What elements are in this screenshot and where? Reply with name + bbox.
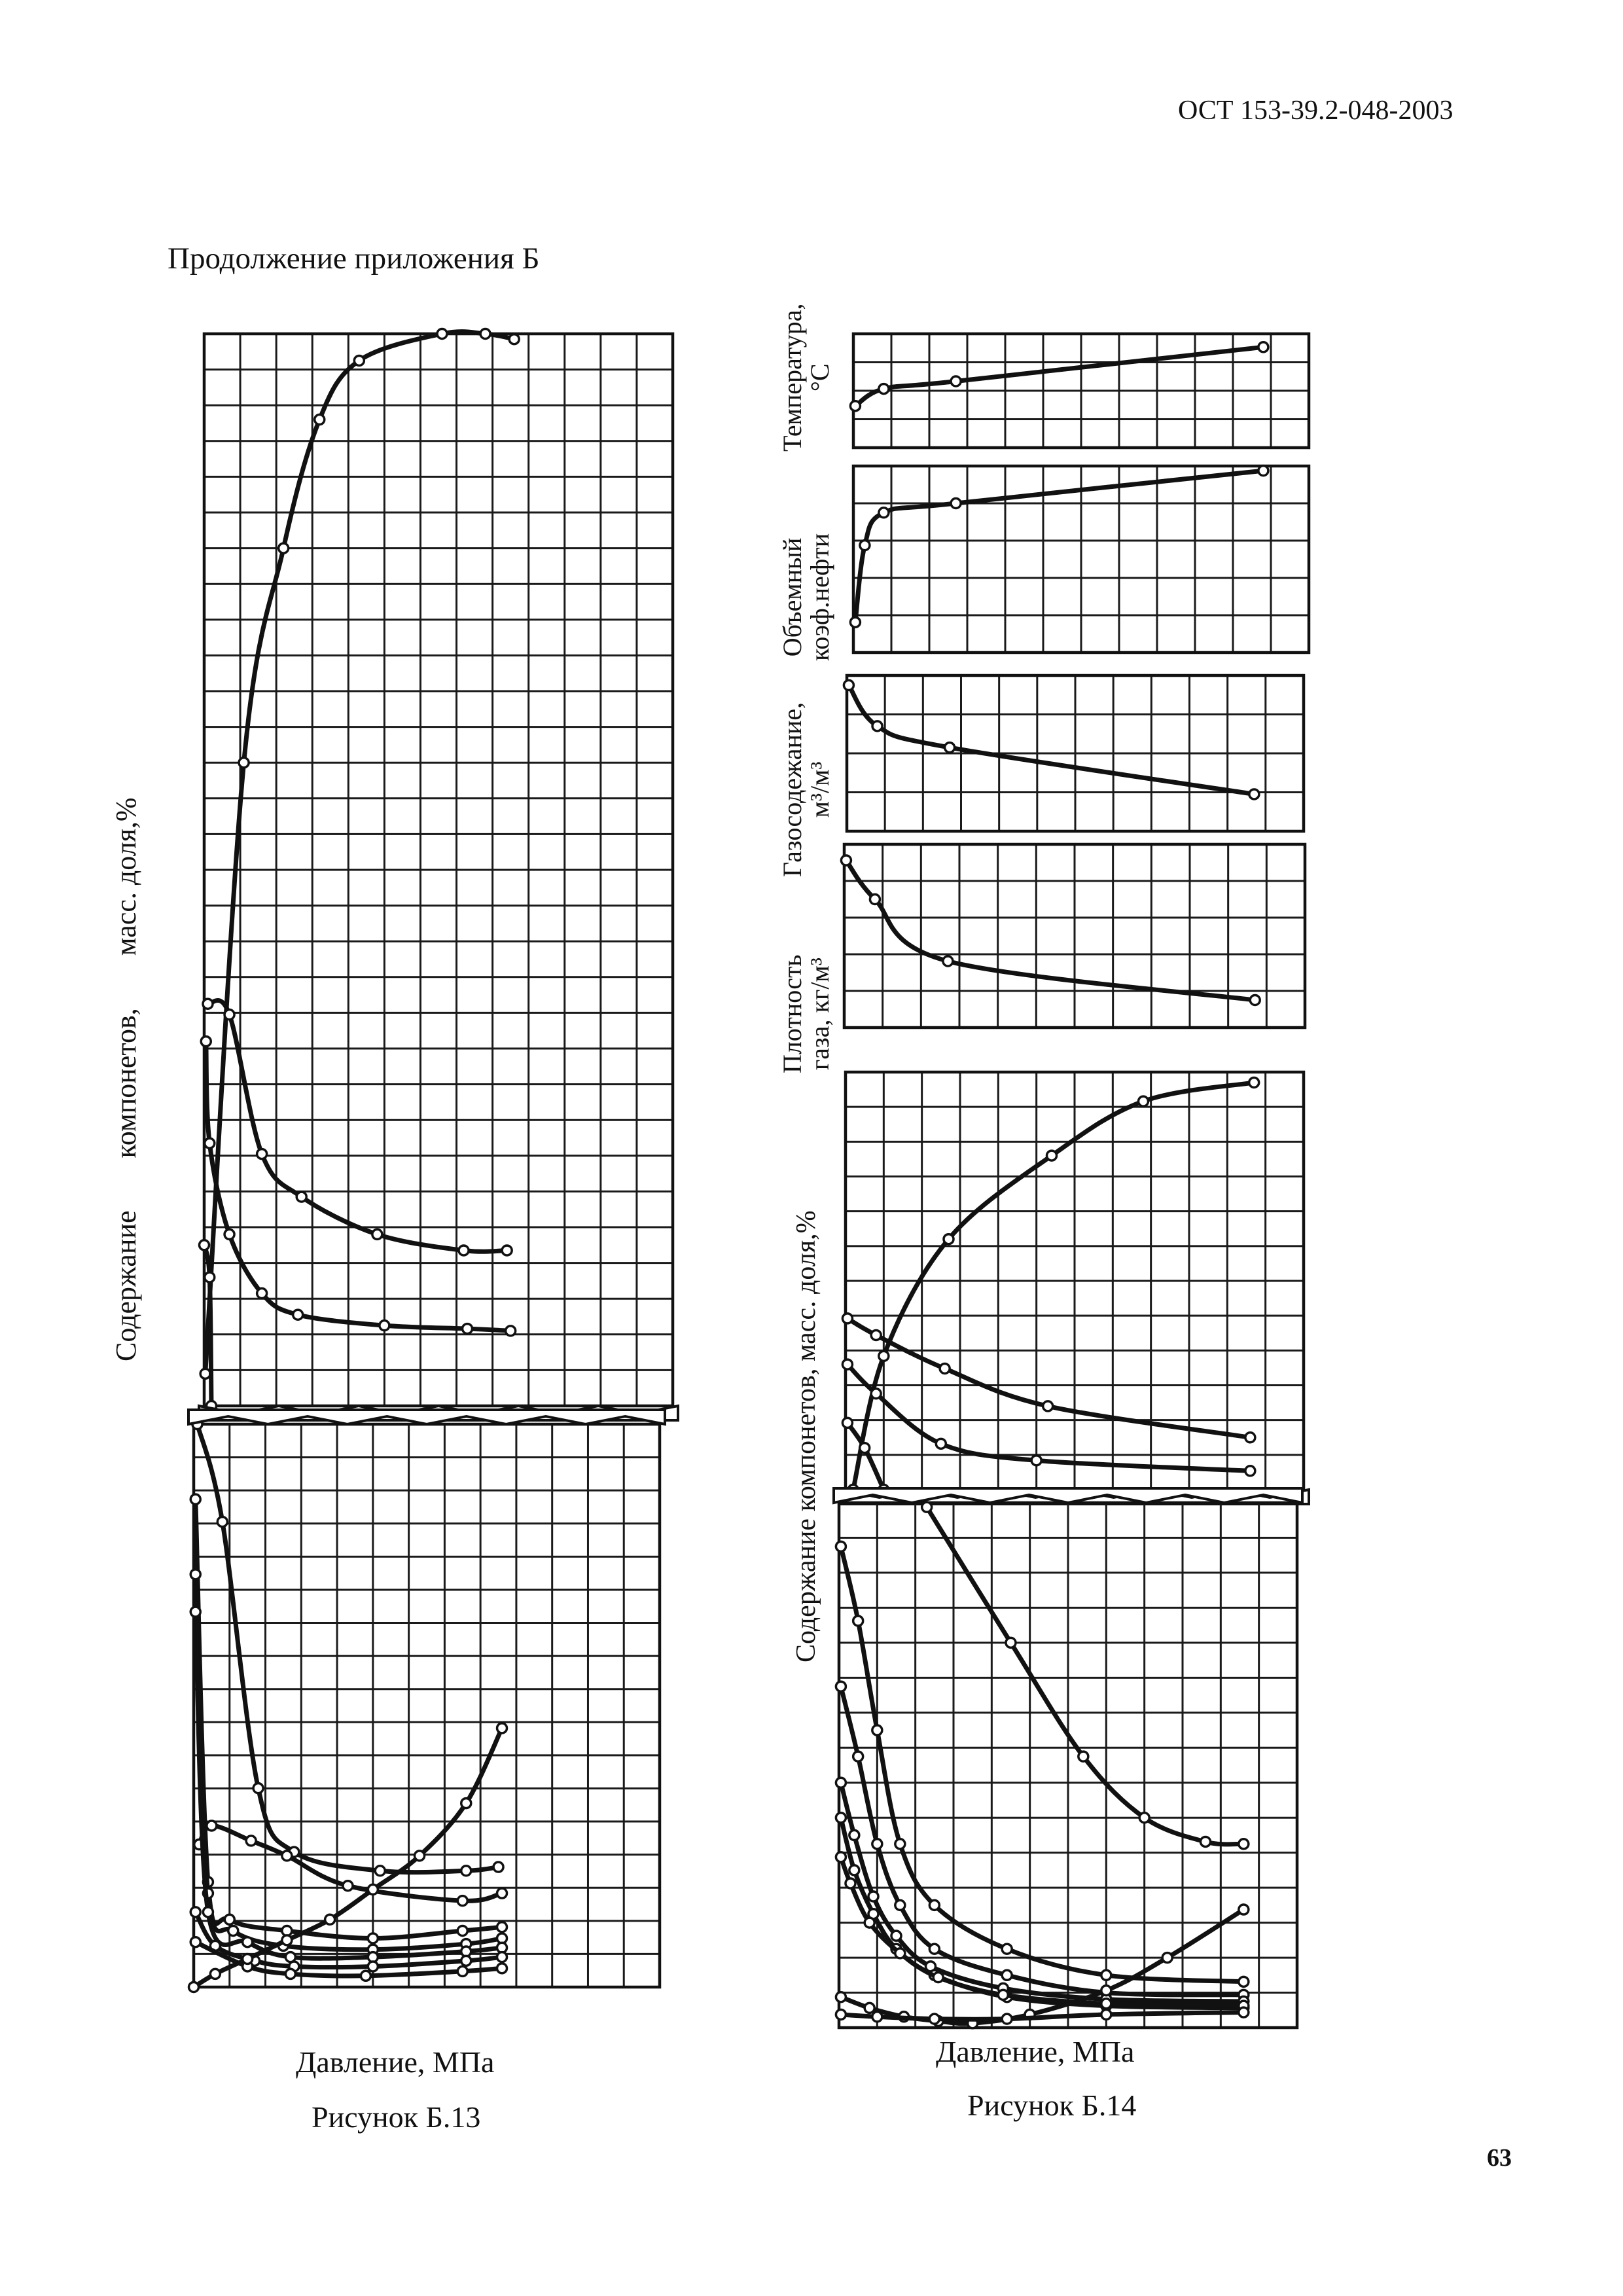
fig13-lower-series-1-point-7 bbox=[493, 1862, 503, 1872]
fig14-lower-series-8-point-1 bbox=[836, 2009, 846, 2019]
fig13-lower-series-3-point-3 bbox=[224, 1914, 234, 1924]
fig14-volume-factor-grid bbox=[853, 466, 1309, 653]
fig13-lower-series-3-point-1 bbox=[190, 1494, 200, 1504]
fig14-lower-series-4-point-4 bbox=[891, 1931, 901, 1941]
fig13-lower-series-5-point-3 bbox=[243, 1937, 253, 1947]
fig14-lower-series-1-point-2 bbox=[1006, 1638, 1016, 1647]
section-title: Продолжение приложения Б bbox=[168, 242, 540, 276]
fig14-lower-chart bbox=[834, 1488, 1302, 2028]
fig14-caption: Рисунок Б.14 bbox=[967, 2089, 1137, 2122]
fig13-lower-series-4-point-1 bbox=[190, 1570, 200, 1579]
fig14-lower-series-1-point-5 bbox=[1201, 1837, 1211, 1846]
fig14-upper-series-1-point-5 bbox=[1139, 1096, 1149, 1106]
fig13-lower-series-6-point-1 bbox=[190, 1907, 200, 1917]
fig14-lower-series-6-point-7 bbox=[1101, 1999, 1111, 2009]
fig14-lower-series-6-point-1 bbox=[836, 1852, 846, 1862]
fig13-upper-series-2-point-3 bbox=[257, 1149, 267, 1159]
fig13-upper-series-1-point-3 bbox=[279, 543, 289, 553]
fig14-gas-content-series-1-point-4 bbox=[1249, 789, 1259, 799]
fig14-lower-series-8-point-3 bbox=[929, 2014, 939, 2024]
fig14-gas-density-series-1-point-1 bbox=[841, 855, 851, 865]
fig13-lower-series-4-line bbox=[196, 1574, 502, 1949]
fig13-lower-series-2-point-7 bbox=[497, 1888, 507, 1898]
fig13-lower-series-8-point-1 bbox=[189, 1982, 199, 1992]
fig14-upper-series-4-point-2 bbox=[860, 1443, 870, 1453]
fig14-upper-series-2-point-4 bbox=[1043, 1401, 1053, 1411]
fig14-upper-series-2-point-2 bbox=[871, 1330, 881, 1340]
fig13-upper-series-2-point-4 bbox=[296, 1192, 306, 1202]
fig13-upper-series-3-point-1 bbox=[201, 1037, 211, 1047]
fig13-lower-series-1-point-5 bbox=[375, 1866, 385, 1876]
fig14-y-axis-label: Содержание компонетов, масс. доля,% bbox=[791, 1210, 821, 1662]
fig14-volume-factor-series-1-point-3 bbox=[879, 508, 889, 518]
gas-density-label-line-1: Плотность bbox=[777, 954, 807, 1073]
fig13-ylabel-word-3: масс. доля,% bbox=[110, 797, 142, 956]
fig14-temperature-series-1-point-3 bbox=[951, 376, 961, 386]
fig14-gas-content-series-1-point-2 bbox=[872, 721, 882, 731]
page-number: 63 bbox=[1487, 2144, 1512, 2172]
fig14-lower-series-6-point-6 bbox=[998, 1990, 1008, 2000]
fig14-gas-density-series-1-point-3 bbox=[943, 956, 953, 966]
fig14-lower-axis-break bbox=[834, 1488, 1302, 1503]
fig13-upper-series-1-point-7 bbox=[480, 329, 490, 339]
fig13-upper-series-1-point-6 bbox=[437, 329, 447, 339]
fig14-x-axis-label: Давление, МПа bbox=[936, 2035, 1135, 2068]
fig13-lower-series-7-point-4 bbox=[361, 1971, 370, 1981]
fig14-lower-series-2-point-5 bbox=[929, 1900, 939, 1910]
fig14-lower-series-2-point-8 bbox=[1239, 1977, 1249, 1986]
fig13-upper-chart bbox=[199, 329, 678, 1421]
fig13-upper-series-3-point-3 bbox=[224, 1229, 234, 1239]
fig14-lower-series-7-point-9 bbox=[1239, 1905, 1249, 1914]
fig13-lower-series-2-point-4 bbox=[282, 1851, 292, 1861]
fig14-lower-series-7-point-2 bbox=[865, 2003, 874, 2013]
fig13-upper-series-1-line bbox=[205, 332, 514, 1374]
document-code: ОСТ 153-39.2-048-2003 bbox=[1178, 96, 1454, 126]
fig13-lower-frame bbox=[194, 1424, 660, 1987]
fig13-lower-series-4-point-3 bbox=[228, 1926, 238, 1936]
fig13-lower-series-1-point-2 bbox=[217, 1517, 227, 1527]
fig13-lower-series-8-point-4 bbox=[282, 1935, 292, 1945]
temperature-label-line-2: °С bbox=[805, 363, 834, 392]
fig14-lower-series-1-point-1 bbox=[922, 1502, 932, 1512]
fig14-upper-series-1-point-6 bbox=[1249, 1077, 1259, 1087]
fig14-upper-chart bbox=[840, 1072, 1309, 1504]
fig14-lower-series-2-point-7 bbox=[1101, 1970, 1111, 1980]
fig14-lower-series-7-point-8 bbox=[1162, 1953, 1172, 1963]
fig13-lower-series-5-point-2 bbox=[203, 1907, 213, 1917]
fig14-lower-series-1-point-4 bbox=[1139, 1813, 1149, 1823]
fig13-caption: Рисунок Б.13 bbox=[312, 2100, 481, 2134]
fig14-lower-series-2-point-4 bbox=[895, 1839, 905, 1849]
fig14-gas-density-chart bbox=[841, 844, 1305, 1028]
fig13-upper-series-3-point-4 bbox=[257, 1289, 267, 1299]
fig13-upper-series-1-point-5 bbox=[354, 355, 364, 365]
fig14-lower-series-1-point-6 bbox=[1239, 1839, 1249, 1849]
fig13-upper-series-4-point-1 bbox=[200, 1240, 209, 1250]
fig14-volume-factor-series-1-point-4 bbox=[951, 499, 961, 509]
fig14-gas-content-grid bbox=[847, 675, 1304, 831]
fig14-lower-series-2-point-2 bbox=[853, 1616, 863, 1626]
fig13-lower-series-3-point-6 bbox=[457, 1926, 467, 1936]
fig14-lower-series-3-point-6 bbox=[1002, 1970, 1012, 1980]
fig14-lower-series-3-point-3 bbox=[872, 1839, 882, 1849]
fig13-upper-series-3-point-5 bbox=[293, 1310, 303, 1319]
fig14-volume-factor-series-1-point-2 bbox=[860, 541, 870, 550]
fig13-upper-series-1-point-1 bbox=[200, 1369, 210, 1378]
fig13-lower-series-1-point-3 bbox=[253, 1784, 263, 1793]
fig14-lower-series-6-point-2 bbox=[846, 1878, 855, 1888]
fig13-lower-series-8-point-3 bbox=[243, 1954, 253, 1964]
fig14-gas-density-series-1-point-4 bbox=[1250, 996, 1260, 1005]
fig13-lower-series-2-point-2 bbox=[207, 1821, 217, 1831]
fig13-lower-series-7-point-6 bbox=[497, 1964, 507, 1973]
fig13-lower-series-3-point-5 bbox=[368, 1933, 378, 1943]
fig13-upper-series-2-point-6 bbox=[459, 1246, 469, 1255]
fig14-lower-series-8-point-2 bbox=[872, 2012, 882, 2022]
gas-content-label-line-1: Газосодежание, bbox=[777, 702, 807, 877]
fig14-upper-series-4-point-1 bbox=[842, 1418, 852, 1427]
fig14-temperature-series-1-point-2 bbox=[879, 384, 889, 394]
fig13-upper-series-3-point-6 bbox=[380, 1321, 389, 1331]
fig14-lower-series-7-point-1 bbox=[836, 1992, 846, 2002]
fig14-volume-factor-series-1-line bbox=[855, 471, 1264, 622]
fig13-upper-series-1-point-4 bbox=[315, 415, 325, 425]
fig13-lower-series-6-point-5 bbox=[368, 1962, 378, 1971]
fig14-lower-series-6-point-3 bbox=[865, 1918, 874, 1928]
fig14-lower-series-6-point-4 bbox=[895, 1948, 905, 1958]
fig13-upper-series-3-point-7 bbox=[463, 1324, 473, 1334]
fig14-upper-series-1-point-3 bbox=[944, 1234, 954, 1244]
fig13-lower-series-1-point-6 bbox=[461, 1866, 471, 1876]
fig14-upper-series-3-point-1 bbox=[842, 1359, 852, 1369]
fig13-upper-series-4-point-2 bbox=[205, 1272, 215, 1282]
fig13-lower-series-7-point-3 bbox=[285, 1969, 295, 1979]
fig13-lower-series-8-point-9 bbox=[497, 1723, 507, 1733]
fig13-ylabel-word-2: компонетов, bbox=[110, 1008, 142, 1158]
fig14-upper-series-2-point-3 bbox=[940, 1363, 950, 1373]
fig13-lower-axis-break bbox=[188, 1410, 665, 1424]
fig13-lower-series-8-point-5 bbox=[325, 1914, 335, 1924]
fig13-lower-series-2-point-3 bbox=[246, 1836, 256, 1846]
fig14-lower-series-8-point-5 bbox=[1101, 2009, 1111, 2019]
fig14-upper-series-3-point-2 bbox=[871, 1389, 881, 1399]
fig14-temperature-series-1-line bbox=[855, 347, 1264, 406]
fig14-gas-content-series-1-point-1 bbox=[844, 680, 853, 690]
fig14-gas-content-chart bbox=[844, 675, 1304, 831]
fig13-lower-series-8-point-6 bbox=[368, 1884, 378, 1894]
fig13-x-axis-label: Давление, МПа bbox=[296, 2045, 495, 2079]
fig14-upper-series-2-point-5 bbox=[1245, 1433, 1255, 1443]
fig13-lower-series-5-point-1 bbox=[190, 1607, 200, 1617]
fig14-lower-series-2-point-6 bbox=[1002, 1944, 1012, 1954]
fig14-upper-series-3-point-3 bbox=[936, 1439, 946, 1448]
fig14-upper-series-3-point-4 bbox=[1031, 1456, 1041, 1465]
fig13-upper-series-1-point-2 bbox=[239, 758, 249, 768]
fig13-upper-series-2-point-2 bbox=[224, 1010, 234, 1020]
fig14-gas-content-series-1-line bbox=[849, 685, 1254, 795]
fig14-lower-series-5-point-2 bbox=[849, 1865, 859, 1875]
fig13-lower-series-8-point-2 bbox=[210, 1969, 220, 1979]
fig13-upper-series-3-point-8 bbox=[506, 1326, 516, 1336]
fig14-lower-series-4-point-2 bbox=[849, 1830, 859, 1840]
fig13-lower-series-8-point-8 bbox=[461, 1799, 471, 1808]
fig14-volume-factor-series-1-point-5 bbox=[1258, 466, 1268, 476]
fig14-lower-series-3-point-5 bbox=[929, 1944, 939, 1954]
fig13-upper-series-2-point-5 bbox=[372, 1229, 382, 1239]
fig13-lower-chart bbox=[188, 1410, 665, 1992]
fig14-upper-series-1-point-2 bbox=[879, 1351, 889, 1361]
fig13-upper-series-3-point-2 bbox=[205, 1138, 215, 1148]
fig14-gas-content-series-1-point-3 bbox=[945, 743, 955, 753]
fig14-lower-series-1-point-3 bbox=[1079, 1751, 1088, 1761]
fig14-lower-series-7-point-7 bbox=[1101, 1986, 1111, 1996]
volume-factor-label-line-1: Объемный bbox=[777, 537, 807, 657]
fig14-temperature-series-1-point-4 bbox=[1258, 342, 1268, 352]
fig13-upper-series-2-line bbox=[208, 1000, 507, 1251]
fig13-lower-series-6-point-7 bbox=[497, 1952, 507, 1962]
gas-density-label-line-2: газа, кг/м³ bbox=[805, 958, 834, 1071]
fig13-lower-series-3-point-7 bbox=[497, 1922, 507, 1932]
fig13-upper-series-2-point-1 bbox=[203, 999, 213, 1009]
fig13-lower-series-8-point-7 bbox=[415, 1851, 425, 1861]
fig14-lower-series-6-point-5 bbox=[933, 1973, 943, 1982]
fig14-lower-series-4-point-1 bbox=[836, 1778, 846, 1787]
fig13-lower-series-2-point-5 bbox=[343, 1881, 353, 1891]
fig13-lower-series-1-line bbox=[197, 1424, 498, 1873]
temperature-label-line-1: Температура, bbox=[777, 303, 807, 452]
fig14-temperature-chart bbox=[850, 334, 1309, 448]
fig14-lower-series-2-point-1 bbox=[836, 1541, 846, 1551]
fig13-ylabel-word-1: Содержание bbox=[110, 1210, 142, 1361]
fig14-upper-series-1-point-4 bbox=[1047, 1151, 1057, 1160]
fig13-lower-grid bbox=[194, 1424, 660, 1987]
fig14-lower-series-8-point-6 bbox=[1239, 2007, 1249, 2017]
fig14-volume-factor-chart bbox=[850, 466, 1309, 653]
fig14-lower-series-8-point-4 bbox=[1002, 2014, 1012, 2024]
fig14-volume-factor-series-1-point-1 bbox=[850, 617, 860, 627]
fig13-lower-series-2-point-6 bbox=[457, 1896, 467, 1906]
fig14-lower-series-1-line bbox=[927, 1507, 1243, 1844]
fig13-lower-series-6-point-6 bbox=[461, 1956, 471, 1965]
fig14-lower-series-2-point-3 bbox=[872, 1725, 882, 1735]
fig14-gas-density-series-1-point-2 bbox=[870, 895, 880, 905]
fig14-temperature-series-1-point-1 bbox=[850, 401, 860, 411]
gas-content-label-line-2: м³/м³ bbox=[805, 761, 834, 818]
fig14-upper-series-2-point-1 bbox=[842, 1314, 852, 1323]
fig14-lower-series-3-point-2 bbox=[853, 1751, 863, 1761]
fig14-lower-series-3-point-4 bbox=[895, 1900, 905, 1910]
fig14-lower-series-4-point-3 bbox=[868, 1892, 878, 1901]
fig13-lower-series-7-point-1 bbox=[190, 1937, 200, 1947]
fig13-upper-series-2-point-7 bbox=[502, 1246, 512, 1255]
fig14-lower-series-3-point-1 bbox=[836, 1681, 846, 1691]
fig13-lower-series-7-point-5 bbox=[457, 1966, 467, 1976]
fig14-upper-series-3-point-5 bbox=[1245, 1466, 1255, 1476]
volume-factor-label-line-2: коэф.нефти bbox=[805, 533, 834, 661]
fig14-lower-series-5-point-1 bbox=[836, 1813, 846, 1823]
fig13-upper-series-1-point-8 bbox=[509, 334, 519, 344]
